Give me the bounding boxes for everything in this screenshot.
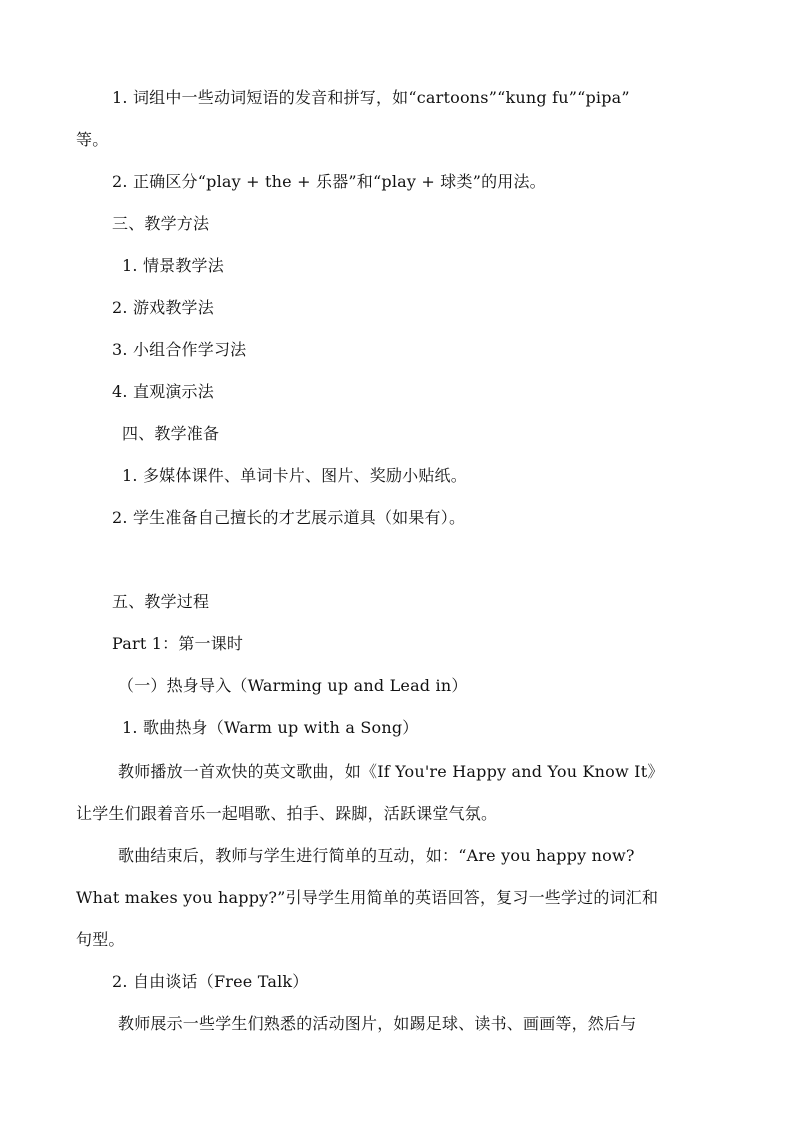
list-item-method-1: 1. 情景教学法 xyxy=(122,256,224,275)
paragraph-interaction-line-3: 句型。 xyxy=(76,930,125,949)
list-item-method-2: 2. 游戏教学法 xyxy=(112,298,214,317)
list-item-song: 1. 歌曲热身（Warm up with a Song） xyxy=(122,718,419,737)
paragraph-free-talk-line-1: 教师展示一些学生们熟悉的活动图片，如踢足球、读书、画画等，然后与 xyxy=(118,1014,637,1033)
paragraph-interaction-line-2: What makes you happy?”引导学生用简单的英语回答，复习一些学过的词汇和 xyxy=(76,888,659,907)
paragraph-song-line-1: 教师播放一首欢快的英文歌曲，如《If You're Happy and You Know It》 xyxy=(118,762,664,781)
list-item-method-3: 3. 小组合作学习法 xyxy=(112,340,247,359)
subsection-heading-warmup: （一）热身导入（Warming up and Lead in） xyxy=(118,676,468,695)
paragraph-interaction-line-1: 歌曲结束后，教师与学生进行简单的互动，如：“Are you happy now? xyxy=(118,846,635,865)
list-item-method-4: 4. 直观演示法 xyxy=(112,382,214,401)
section-heading-process: 五、教学过程 xyxy=(112,592,210,611)
list-item-pronunciation: 1. 词组中一些动词短语的发音和拼写，如“cartoons”“kung fu”“pipa” xyxy=(112,88,630,107)
section-heading-preparation: 四、教学准备 xyxy=(122,424,220,443)
section-heading-teaching-methods: 三、教学方法 xyxy=(112,214,210,233)
list-item-play-usage: 2. 正确区分“play + the + 乐器”和“play + 球类”的用法。 xyxy=(112,172,546,191)
paragraph-song-line-2: 让学生们跟着音乐一起唱歌、拍手、跺脚，活跃课堂气氛。 xyxy=(76,804,498,823)
list-item-free-talk: 2. 自由谈话（Free Talk） xyxy=(112,972,309,991)
list-item-prep-2: 2. 学生准备自己擅长的才艺展示道具（如果有）。 xyxy=(112,508,466,527)
part-heading: Part 1：第一课时 xyxy=(112,634,244,653)
list-item-prep-1: 1. 多媒体课件、单词卡片、图片、奖励小贴纸。 xyxy=(122,466,467,485)
list-item-continuation: 等。 xyxy=(76,130,109,149)
